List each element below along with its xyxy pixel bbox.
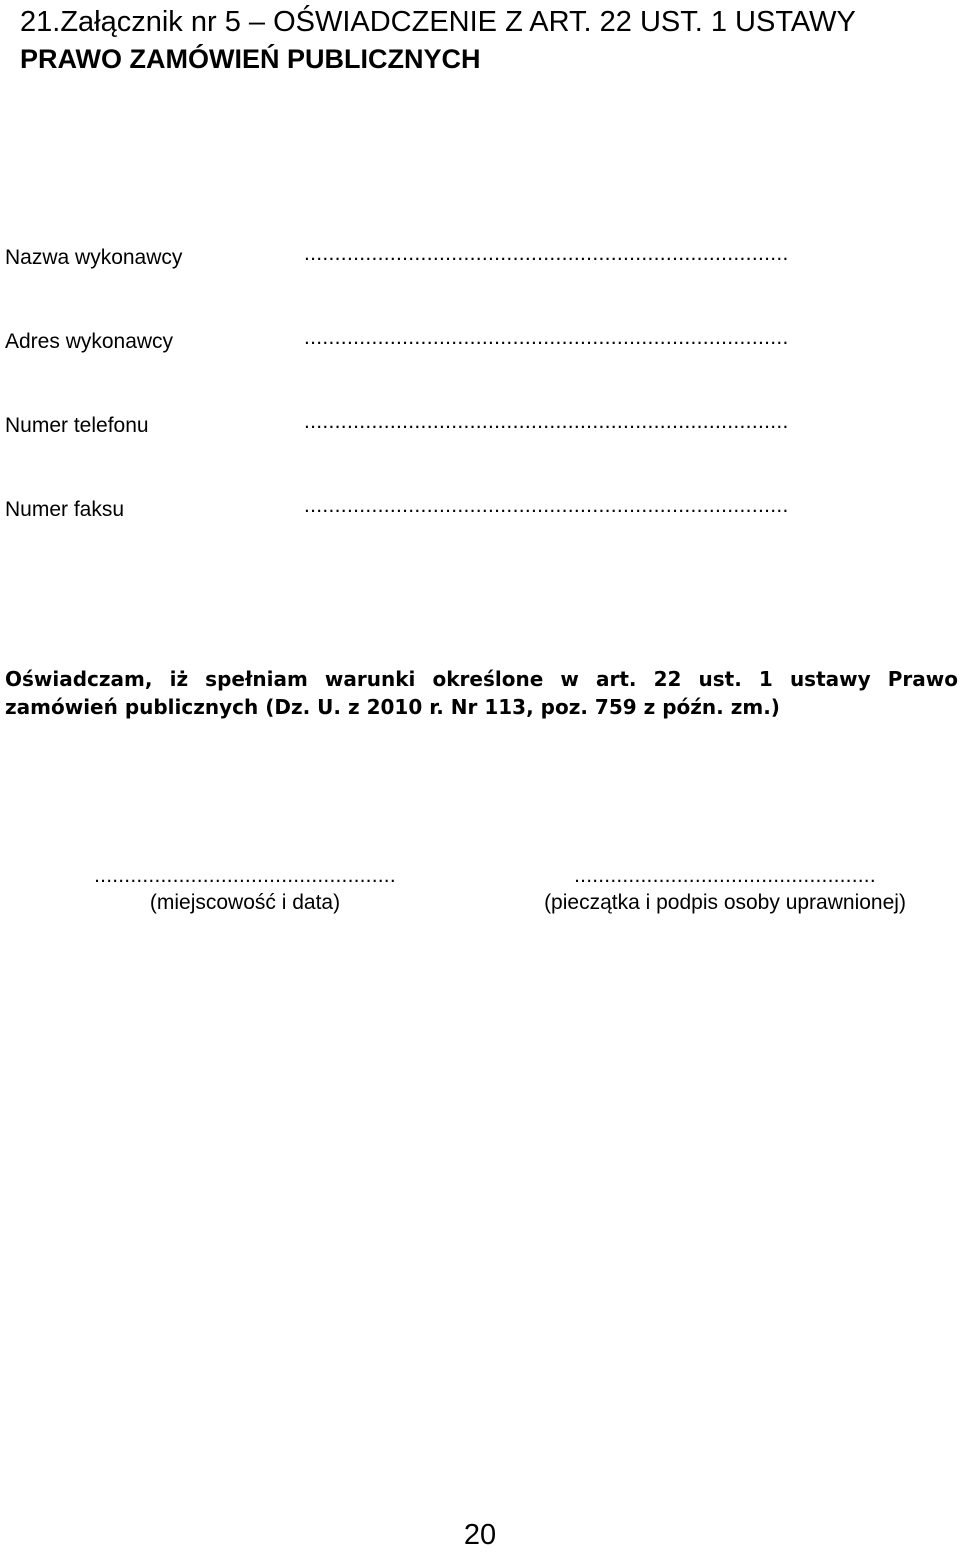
field-label: Numer faksu xyxy=(5,498,125,521)
field-fill-line[interactable]: ............................................................................... xyxy=(304,410,789,433)
heading-line-1: 21.Załącznik nr 5 – OŚWIADCZENIE Z ART. 22 UST. 1 USTAWY xyxy=(20,6,856,38)
field-fill-line[interactable]: ............................................................................... xyxy=(304,326,789,349)
field-label: Numer telefonu xyxy=(5,414,149,437)
signature-caption: (miejscowość i data) xyxy=(149,891,341,914)
signature-fill-line[interactable]: .................................................. xyxy=(94,864,396,887)
signature-fill-line[interactable]: .................................................. xyxy=(574,864,876,887)
signature-stamp xyxy=(515,862,935,916)
field-contractor-name xyxy=(5,243,905,273)
field-fill-line[interactable]: ............................................................................... xyxy=(304,494,789,517)
declaration-statement: Oświadczam, iż spełniam warunki określone w art. 22 ust. 1 ustawy Prawo zamówień publicznych (Dz. U. z 2010 r. Nr 113, poz. 759 z późn. zm.) xyxy=(5,667,958,719)
field-label: Nazwa wykonawcy xyxy=(5,246,183,269)
field-label: Adres wykonawcy xyxy=(5,330,174,353)
field-contractor-address xyxy=(5,327,905,357)
field-phone-number xyxy=(5,411,905,441)
heading-line-2: PRAWO ZAMÓWIEŃ PUBLICZNYCH xyxy=(20,44,481,74)
document-heading xyxy=(20,4,955,78)
signature-place-date xyxy=(60,862,430,916)
field-fill-line[interactable]: ............................................................................... xyxy=(304,242,789,265)
field-fax-number xyxy=(5,495,905,525)
signature-caption: (pieczątka i podpis osoby uprawnionej) xyxy=(544,891,906,914)
page-number: 20 xyxy=(463,1519,497,1551)
